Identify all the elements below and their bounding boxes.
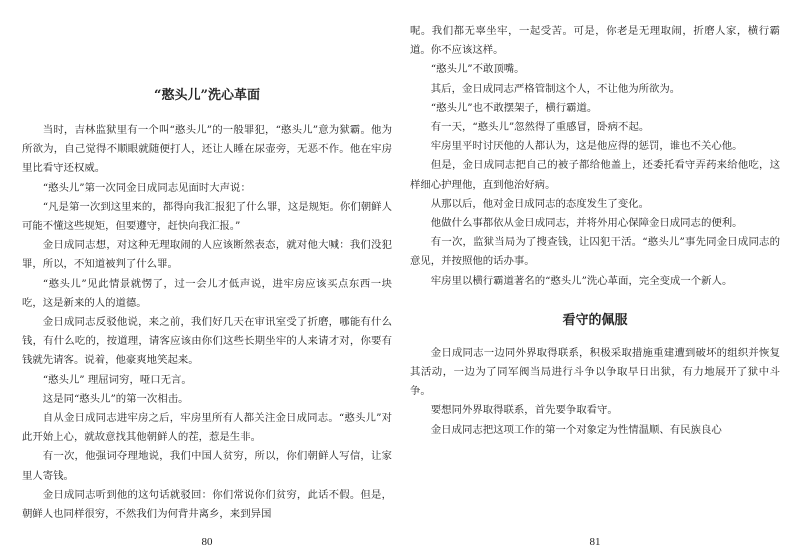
paragraph: “憨头儿”也不敢摆架子，横行霸道。 xyxy=(430,101,598,114)
paragraph: “憨头儿”不敢顶嘴。 xyxy=(430,63,525,76)
paragraph: 呢。我们都无辜坐牢，一起受苦。可是，你老是无理取闹，折磨人家，横行霸道。你不应该这样。 xyxy=(410,25,780,57)
right-page-body-top xyxy=(410,22,780,291)
section-title: 看守的佩服 xyxy=(562,312,628,328)
paragraph: 金日成同志听到他的这句话就驳回：你们常说你们贫穷，此话不假。但是，朝鲜人也同样很穷，不然我们为何背井离乡，来到异国 xyxy=(22,488,392,521)
left-page xyxy=(22,0,392,558)
paragraph: 金日成同志把这项工作的第一个对象定为性情温顺、有民族良心 xyxy=(430,423,722,436)
chapter-title: “憨头儿”洗心革面 xyxy=(154,88,260,103)
paragraph: “凡是第一次到这里来的，都得向我汇报犯了什么罪，这是规矩。你们朝鲜人可能不懂这些规矩，但要遵守，赶快向我汇报。” xyxy=(22,200,392,233)
paragraph: 当时，吉林监狱里有一个叫“憨头儿”的一般罪犯，“憨头儿”意为狱霸。他为所欲为，自己觉得不顺眼就随便打人，还让人睡在尿壶旁，无恶不作。他在牢房里比看守还权威。 xyxy=(22,124,392,175)
paragraph: “憨头儿”第一次同金日成同志见面时大声说： xyxy=(42,181,251,194)
paragraph: 其后，金日成同志严格管制这个人，不让他为所欲为。 xyxy=(430,82,681,95)
right-page xyxy=(410,0,780,558)
paragraph: 他做什么事都依从金日成同志，并将外用心保障金日成同志的便利。 xyxy=(430,217,743,230)
right-page-body-bottom xyxy=(410,344,780,440)
paragraph: 有一次，他强词夺理地说，我们中国人贫穷，所以，你们朝鲜人写信，让家里人寄钱。 xyxy=(22,450,392,482)
paragraph: 金日成同志一边同外界取得联系，积极采取措施重建遭到破坏的组织并恢复其活动，一边为了同军阀当局进行斗争以争取早日出狱，有力地展开了狱中斗争。 xyxy=(410,346,780,398)
paragraph: 牢房里平时讨厌他的人都认为，这是他应得的惩罚，谁也不关心他。 xyxy=(430,140,743,153)
paragraph: “憨头儿” 理屈词穷，哑口无言。 xyxy=(42,373,192,386)
paragraph: 有一天，“憨头儿”忽然得了重感冒，卧病不起。 xyxy=(430,121,650,134)
paragraph: “憨头儿”见此情景就愣了，过一会儿才低声说，进牢房应该买点东西一块吃，这是新来的人的道德。 xyxy=(22,277,392,309)
paragraph: 牢房里以横行霸道著名的“憨头儿”洗心革面，完全变成一个新人。 xyxy=(430,274,733,287)
paragraph: 金日成同志想，对这种无理取闹的人应该断然表态，就对他大喊：我们没犯罪，所以，不知道被判了什么罪。 xyxy=(22,239,392,271)
left-page-body xyxy=(22,121,392,524)
paragraph: 要想同外界取得联系，首先要争取看守。 xyxy=(430,404,618,417)
paragraph: 但是，金日成同志把自己的被子都给他盖上，还委托看守弄药来给他吃，这样细心护理他，直到他治好病。 xyxy=(410,159,780,191)
page-number: 80 xyxy=(201,536,213,548)
paragraph: 自从金日成同志进牢房之后，牢房里所有人都关注金日成同志。“憨头儿”对此开始上心，就故意找其他朝鲜人的茬，惹是生非。 xyxy=(22,412,392,444)
paragraph: 从那以后，他对金日成同志的态度发生了变化。 xyxy=(430,197,649,210)
paragraph: 有一次，监狱当局为了搜查钱，让囚犯干活。“憨头儿”事先同金日成同志的意见，并按照他的话办事。 xyxy=(410,236,780,268)
paragraph: 这是同“憨头儿”的第一次相击。 xyxy=(42,392,189,405)
page-number: 81 xyxy=(589,536,601,548)
paragraph: 金日成同志反驳他说，来之前，我们好几天在审讯室受了折磨，哪能有什么钱，有什么吃的，按道理，请客应该由你们这些长期坐牢的人来请才对，你要有钱就先请客。说着，他豪爽地笑起来。 xyxy=(22,316,392,367)
